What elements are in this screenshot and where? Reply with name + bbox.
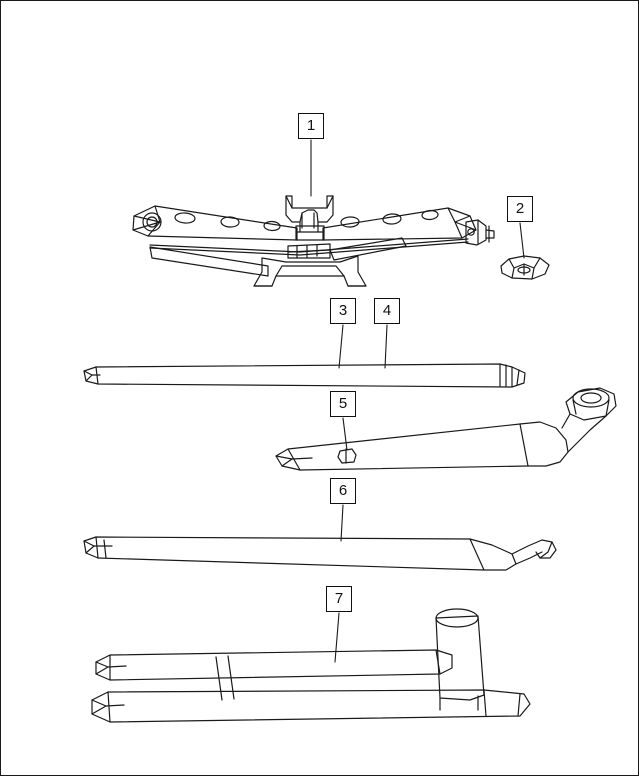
callout-5[interactable]: 5 (330, 391, 356, 417)
part-retainer-bracket (501, 256, 549, 279)
callout-3[interactable]: 3 (330, 298, 356, 324)
callout-4[interactable]: 4 (374, 298, 400, 324)
part-handle-extension (84, 364, 525, 387)
callout-1[interactable]: 1 (298, 113, 324, 139)
callout-6[interactable]: 6 (330, 478, 356, 504)
callout-7[interactable]: 7 (326, 586, 352, 612)
callout-2[interactable]: 2 (507, 196, 533, 222)
part-wheel-wrench (276, 388, 616, 470)
part-tool-rail-assembly (92, 609, 530, 722)
part-scissor-jack (133, 196, 494, 286)
part-handle-hook (84, 537, 556, 570)
